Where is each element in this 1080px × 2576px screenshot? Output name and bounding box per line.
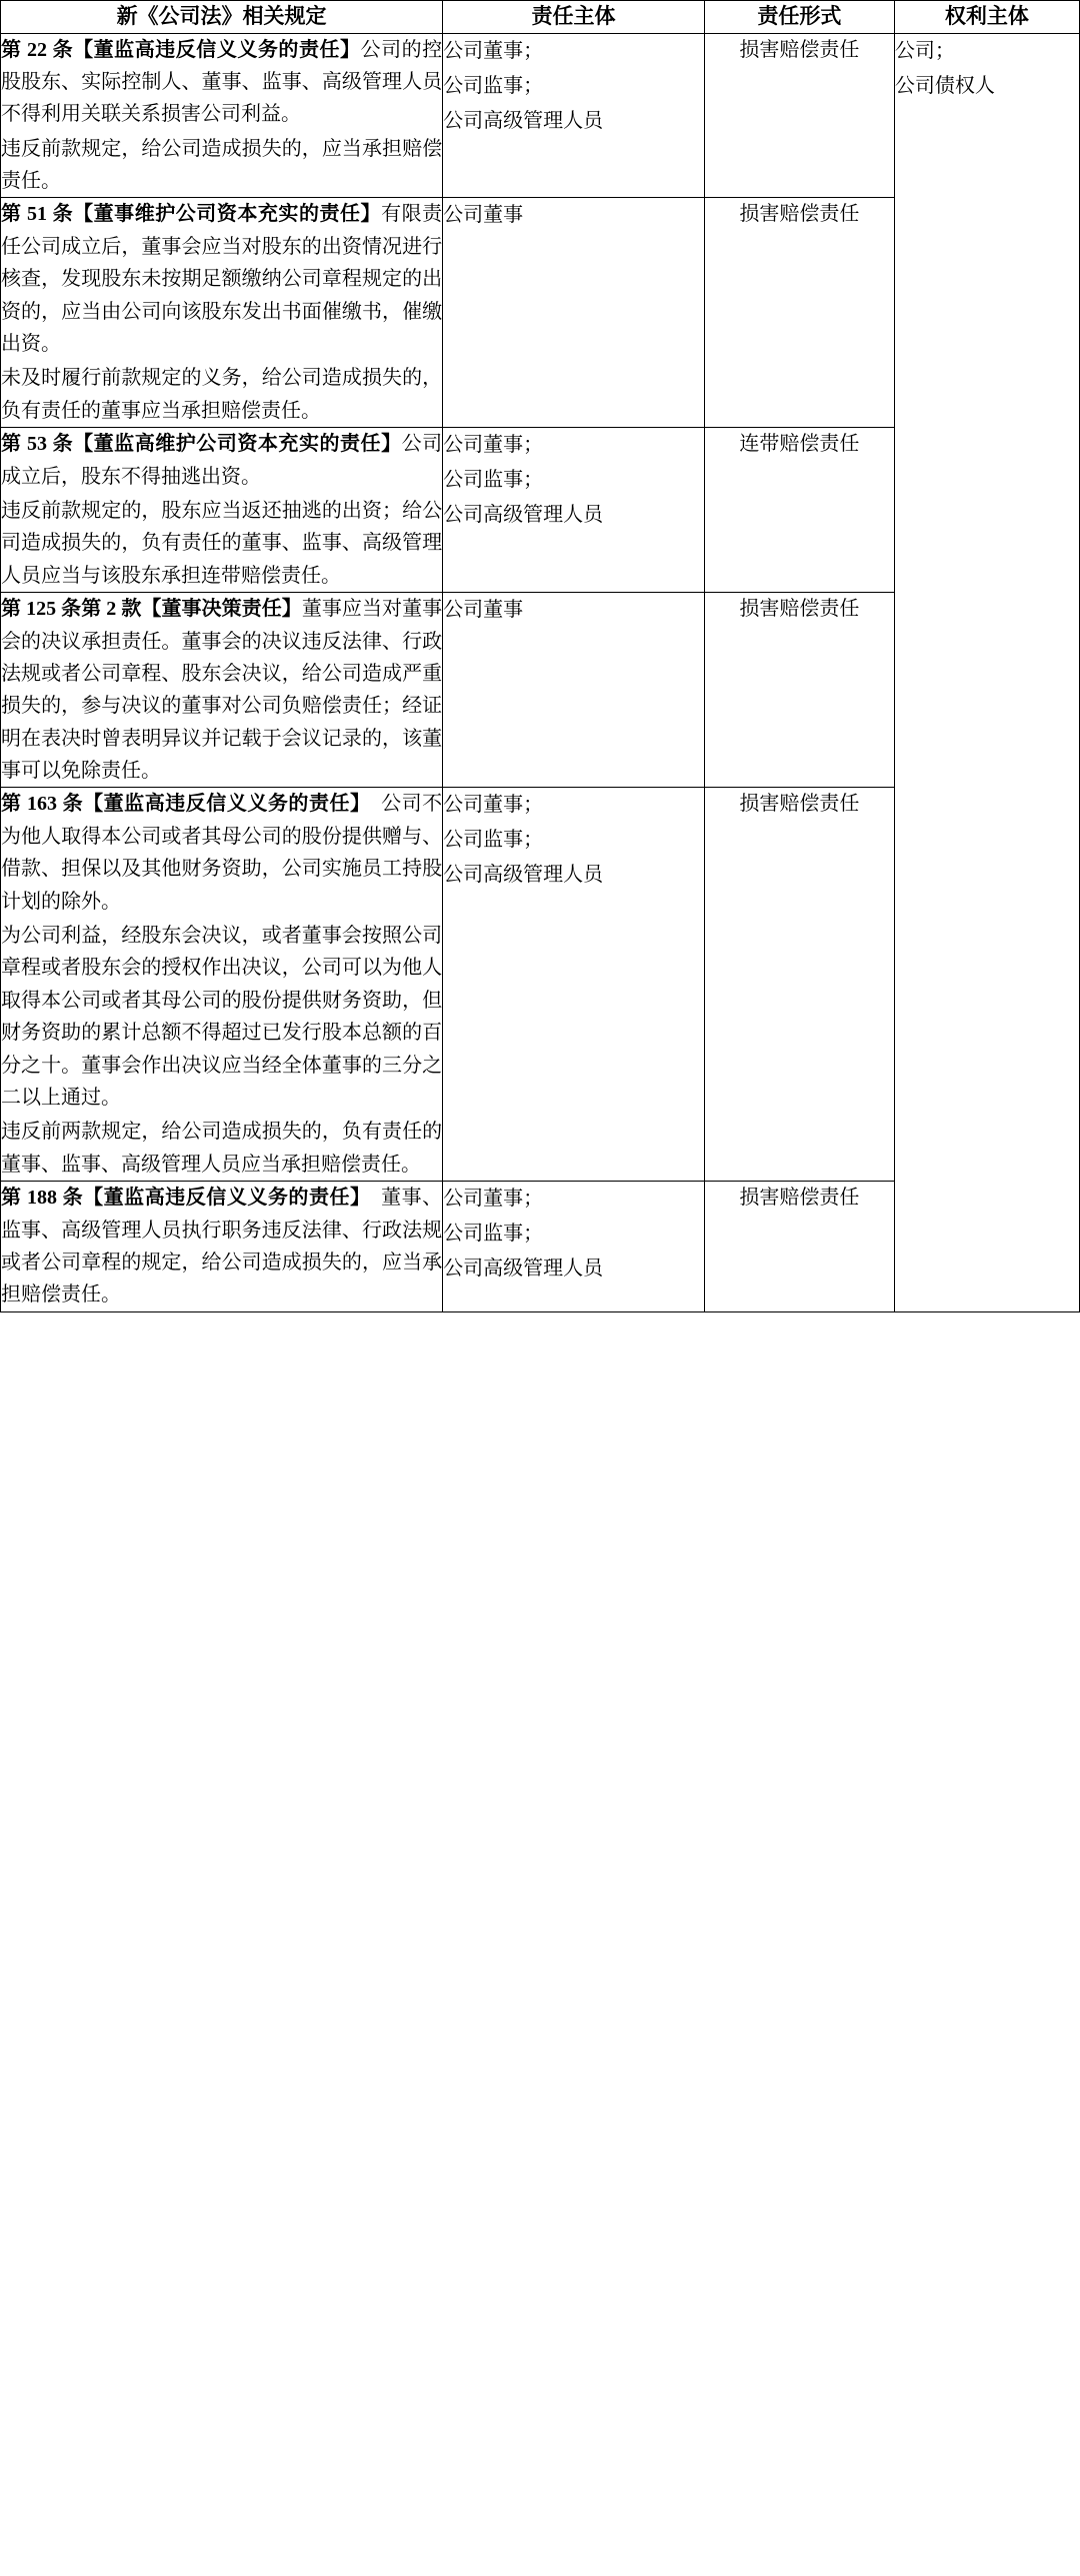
responsible-subject-cell	[443, 33, 705, 198]
provision-text: 公司成立后，股东不得抽逃出资。	[1, 433, 443, 488]
header-provision: 新《公司法》相关规定	[1, 1, 443, 34]
responsible-subject-line: 公司董事；	[443, 1188, 544, 1211]
responsible-subject-line: 公司董事；	[443, 794, 544, 817]
responsible-subject-line: 公司董事	[443, 204, 524, 227]
provision-paragraph: 违反前款规定，给公司造成损失的，应当承担赔偿责任。	[1, 137, 443, 193]
liability-form-cell: 损害赔偿责任	[704, 198, 894, 428]
provision-text: 董事、监事、高级管理人员执行职务违反法律、行政法规或者公司章程的规定，给公司造成损失的，应当承担赔偿责任。	[1, 1187, 443, 1306]
right-subject-line: 公司；	[894, 39, 955, 62]
provision-text: 公司的控股股东、实际控制人、董事、监事、高级管理人员不得利用关联关系损害公司利益。	[1, 38, 443, 126]
provision-paragraph	[1, 788, 442, 918]
responsible-subject-line: 公司董事；	[443, 434, 544, 457]
table-row	[1, 33, 1080, 198]
provision-paragraph: 未及时履行前款规定的义务，给公司造成损失的，负有责任的董事应当承担赔偿责任。	[1, 367, 443, 422]
provision-paragraph: 违反前款规定的，股东应当返还抽逃的出资；给公司造成损失的，负有责任的董事、监事、高级管理人员应当与该股东承担连带赔偿责任。	[1, 499, 443, 587]
responsible-subject-cell	[443, 788, 705, 1182]
responsible-subject-line: 公司董事	[443, 599, 524, 622]
responsible-subject-line: 公司高级管理人员	[443, 109, 604, 132]
responsible-subject-line: 公司监事；	[443, 829, 544, 852]
provision-cell	[1, 428, 443, 593]
liability-form-cell: 损害赔偿责任	[704, 788, 894, 1182]
responsible-subject-line: 公司监事；	[443, 1223, 544, 1246]
provision-cell	[1, 198, 443, 428]
provision-cell	[1, 1182, 443, 1312]
responsible-subject-line: 公司高级管理人员	[443, 1258, 604, 1281]
table-body	[1, 33, 1080, 1311]
responsible-subject-cell	[443, 198, 705, 428]
liability-form-cell: 损害赔偿责任	[704, 1182, 894, 1312]
provision-title: 第 53 条【董监高维护公司资本充实的责任】	[1, 433, 402, 456]
provision-cell	[1, 788, 443, 1182]
provision-paragraph	[1, 198, 442, 360]
provision-paragraph: 违反前两款规定，给公司造成损失的，负有责任的董事、监事、高级管理人员应当承担赔偿责任。	[1, 1121, 443, 1176]
right-subject-cell	[894, 33, 1079, 1311]
header-responsible-subject: 责任主体	[443, 1, 705, 34]
responsible-subject-cell	[443, 1182, 705, 1312]
liability-form-cell: 连带赔偿责任	[704, 428, 894, 593]
provision-title: 第 51 条【董事维护公司资本充实的责任】	[1, 203, 382, 226]
provision-paragraph	[1, 428, 442, 493]
provision-title: 第 163 条【董监高违反信义义务的责任】	[1, 793, 361, 816]
provision-text: 有限责任公司成立后，董事会应当对股东的出资情况进行核查，发现股东未按期足额缴纳公司章程规定的出资的，应当由公司向该股东发出书面催缴书，催缴出资。	[1, 203, 443, 356]
responsible-subject-line: 公司高级管理人员	[443, 864, 604, 887]
responsible-subject-cell	[443, 428, 705, 593]
provision-title: 第 125 条第 2 款【董事决策责任】	[1, 598, 302, 621]
provision-text: 董事应当对董事会的决议承担责任。董事会的决议违反法律、行政法规或者公司章程、股东会决议，给公司造成严重损失的，参与决议的董事对公司负赔偿责任；经证明在表决时曾表明异议并记载于会议记录的，该董事可以免除责任。	[1, 598, 443, 783]
header-right-subject: 权利主体	[894, 1, 1079, 34]
provision-paragraph	[1, 593, 442, 787]
provision-cell	[1, 33, 443, 198]
header-liability-form: 责任形式	[704, 1, 894, 34]
liability-form-cell: 损害赔偿责任	[704, 33, 894, 198]
provision-title: 第 188 条【董监高违反信义义务的责任】	[1, 1187, 361, 1210]
provision-paragraph	[1, 34, 442, 131]
right-subject-line: 公司债权人	[894, 74, 995, 97]
provision-paragraph	[1, 1182, 442, 1311]
liability-form-cell: 损害赔偿责任	[704, 593, 894, 788]
provision-paragraph: 为公司利益，经股东会决议，或者董事会按照公司章程或者股东会的授权作出决议，公司可以为他人取得本公司或者其母公司的股份提供财务资助，但财务资助的累计总额不得超过已发行股本总额的百分之十。董事会作出决议应当经全体董事的三分之二以上通过。	[1, 925, 443, 1109]
responsible-subject-cell	[443, 593, 705, 788]
responsible-subject-line: 公司高级管理人员	[443, 504, 604, 527]
responsible-subject-line: 公司董事；	[443, 39, 544, 62]
provision-cell	[1, 593, 443, 788]
table-header-row	[1, 1, 1080, 34]
responsible-subject-line: 公司监事；	[443, 74, 544, 97]
provision-title: 第 22 条【董监高违反信义义务的责任】	[1, 38, 361, 61]
provision-text: 公司不为他人取得本公司或者其母公司的股份提供赠与、借款、担保以及其他财务资助，公司实施员工持股计划的除外。	[1, 793, 443, 913]
responsible-subject-line: 公司监事；	[443, 469, 544, 492]
